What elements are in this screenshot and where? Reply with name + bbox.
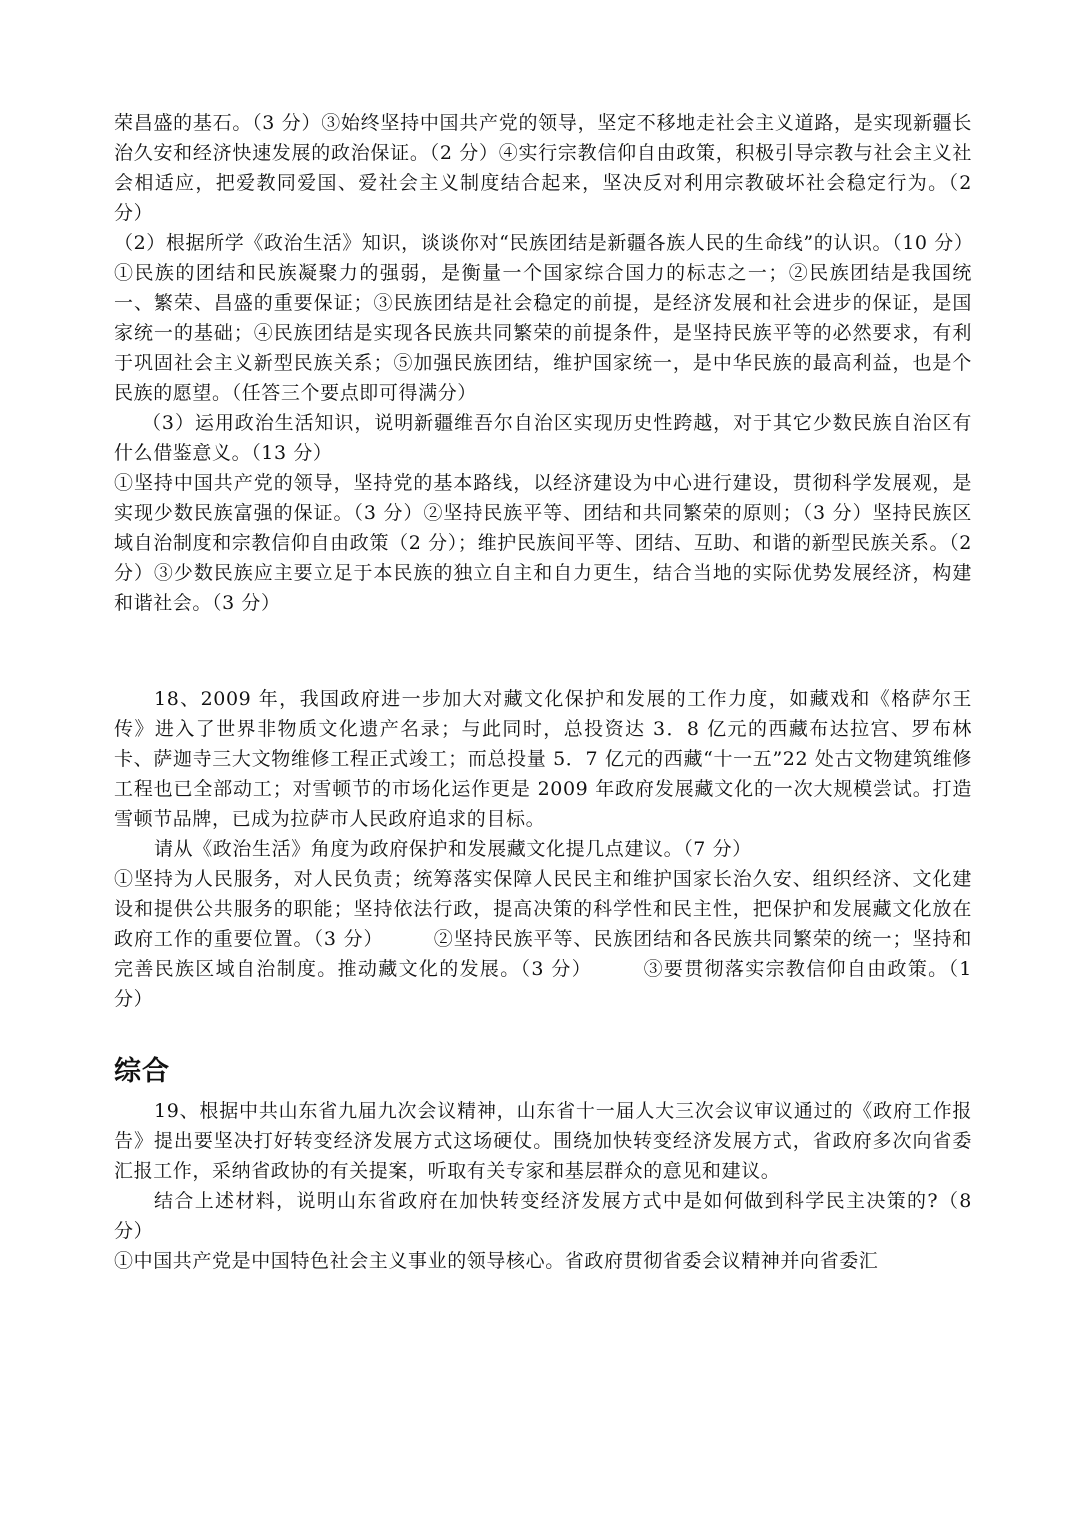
answer-18: ①坚持为人民服务，对人民负责；统筹落实保障人民民主和维护国家长治久安、组织经济、文化建设和提供公共服务的职能；坚持依法行政，提高决策的科学性和民主性，把保护和发展藏文化放在政府工作的重要位置。（3 分） ②坚持民族平等、民族团结和各民族共同繁荣的统一；坚持和完善民族区域自治制度。推动藏文化的发展。（3 分） ③要贯彻落实宗教信仰自由政策。（1 分） — [114, 868, 972, 1010]
spacer — [114, 618, 972, 684]
spacer — [114, 1014, 972, 1052]
section-heading: 综合 — [114, 1056, 170, 1087]
answer-3: ①坚持中国共产党的领导，坚持党的基本路线，以经济建设为中心进行建设，贯彻科学发展观，是实现少数民族富强的保证。（3 分）②坚持民族平等、团结和共同繁荣的原则；（3 分）坚持民族区域自治制度和宗教信仰自由政策（2 分）；维护民族间平等、团结、互助、和谐的新型民族关系。（2 分）③少数民族应主要立足于本民族的独立自主和自力更生，结合当地的实际优势发展经济，构建和谐社会。（3 分） — [114, 472, 972, 614]
answer-2: ①民族的团结和民族凝聚力的强弱，是衡量一个国家综合国力的标志之一；②民族团结是我国统一、繁荣、昌盛的重要保证；③民族团结是社会稳定的前提，是经济发展和社会进步的保证，是国家统一的基础；④民族团结是实现各民族共同繁荣的前提条件，是坚持民族平等的必然要求，有利于巩固社会主义新型民族关系；⑤加强民族团结，维护国家统一，是中华民族的最高利益，也是个民族的愿望。（任答三个要点即可得满分） — [114, 262, 972, 404]
question-2: （2）根据所学《政治生活》知识，谈谈你对“民族团结是新疆各族人民的生命线”的认识。（10 分） — [114, 232, 974, 254]
question-19-prompt: 结合上述材料，说明山东省政府在加快转变经济发展方式中是如何做到科学民主决策的?（8 分） — [114, 1190, 972, 1242]
question-19-material: 19、根据中共山东省九届九次会议精神，山东省十一届人大三次会议审议通过的《政府工作报告》提出要坚决打好转变经济发展方式这场硬仗。围绕加快转变经济发展方式，省政府多次向省委汇报工作，采纳省政协的有关提案，听取有关专家和基层群众的意见和建议。 — [114, 1100, 972, 1182]
question-18-prompt: 请从《政治生活》角度为政府保护和发展藏文化提几点建议。（7 分） — [154, 838, 752, 860]
answer-continuation: 荣昌盛的基石。（3 分）③始终坚持中国共产党的领导，坚定不移地走社会主义道路，是实现新疆长治久安和经济快速发展的政治保证。（2 分）④实行宗教信仰自由政策，积极引导宗教与社会主义社会相适应，把爱教同爱国、爱社会主义制度结合起来，坚决反对利用宗教破坏社会稳定行为。（2 分） — [114, 112, 972, 224]
question-3: （3）运用政治生活知识，说明新疆维吾尔自治区实现历史性跨越，对于其它少数民族自治区有什么借鉴意义。（13 分） — [114, 412, 972, 464]
answer-19: ①中国共产党是中国特色社会主义事业的领导核心。省政府贯彻省委会议精神并向省委汇 — [114, 1250, 879, 1272]
document-page — [114, 108, 972, 1276]
question-18-material: 18、2009 年，我国政府进一步加大对藏文化保护和发展的工作力度，如藏戏和《格萨尔王传》进入了世界非物质文化遗产名录；与此同时，总投资达 3．8 亿元的西藏布达拉宫、罗布林卡、萨迦寺三大文物维修工程正式竣工；而总投量 5．7 亿元的西藏“十一五”22 处古文物建筑维修工程也已全部动工；对雪顿节的市场化运作更是 2009 年政府发展藏文化的一次大规模尝试。打造雪顿节品牌，已成为拉萨市人民政府追求的目标。 — [114, 688, 972, 830]
